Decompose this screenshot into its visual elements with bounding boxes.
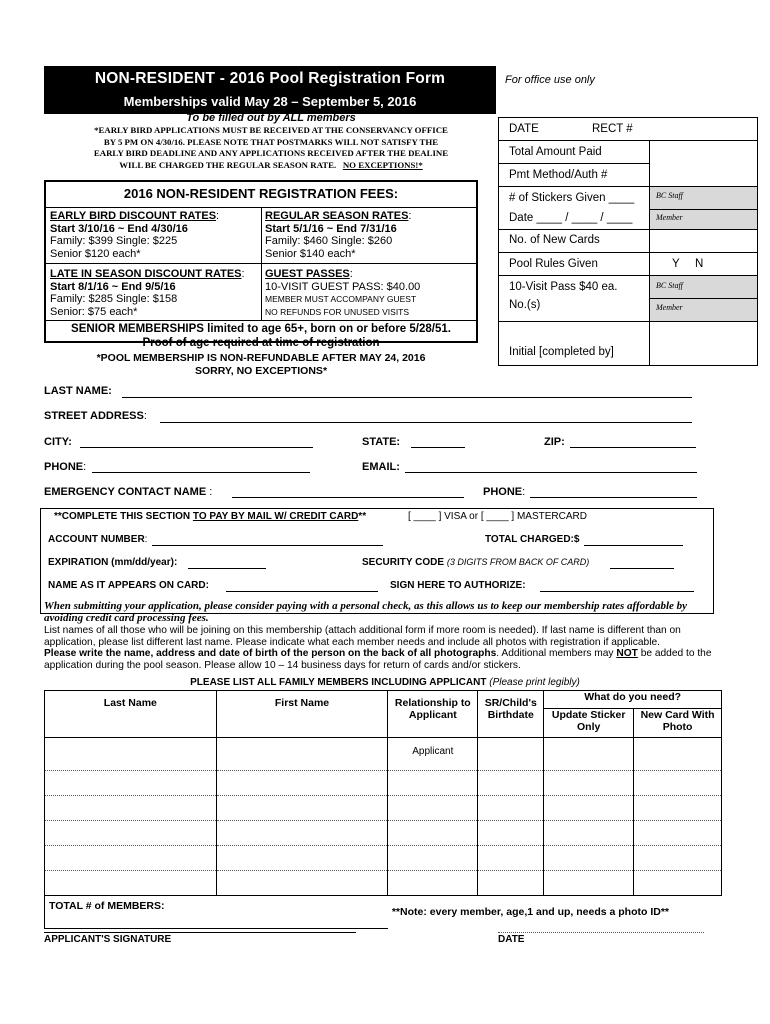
cell[interactable] bbox=[634, 846, 722, 871]
late-rates: LATE IN SEASON DISCOUNT RATES: Start 8/1/16 ~ End 9/5/16 Family: $285 Single: $158 Senior: $75 each* bbox=[50, 268, 245, 318]
office-initial: Initial [completed by] bbox=[509, 346, 614, 358]
cell[interactable] bbox=[478, 771, 544, 796]
guest-passes: GUEST PASSES: 10-VISIT GUEST PASS: $40.00 MEMBER MUST ACCOMPANY GUEST NO REFUNDS FOR UNUSED VISITS bbox=[265, 268, 421, 317]
account-field[interactable] bbox=[152, 545, 383, 546]
cell[interactable] bbox=[634, 796, 722, 821]
sorry-text: SORRY, NO EXCEPTIONS* bbox=[194, 365, 328, 377]
emergency-phone-label: PHONE: bbox=[483, 486, 526, 498]
nonrefund-note bbox=[44, 352, 478, 378]
cell[interactable] bbox=[216, 846, 388, 871]
zip-field[interactable] bbox=[570, 447, 696, 448]
total-row bbox=[45, 896, 722, 929]
photo-id-note: **Note: every member, age,1 and up, needs a photo ID** bbox=[388, 896, 722, 929]
regular-rates: REGULAR SEASON RATES: Start 5/1/16 ~ End 7/31/16 Family: $460 Single: $260 Senior $140 each* bbox=[265, 210, 412, 260]
member-label: Member bbox=[656, 213, 683, 222]
phone-label: PHONE: bbox=[44, 461, 87, 473]
col-update-sticker: Update Sticker Only bbox=[544, 708, 634, 737]
please-list: PLEASE LIST ALL FAMILY MEMBERS INCLUDING APPLICANT (Please print legibly) bbox=[190, 677, 580, 688]
street-label: STREET ADDRESS: bbox=[44, 410, 147, 422]
total-charged-field[interactable] bbox=[584, 545, 683, 546]
cell[interactable] bbox=[634, 821, 722, 846]
title-banner bbox=[44, 66, 496, 114]
last-name-field[interactable] bbox=[122, 397, 692, 398]
total-charged-label: TOTAL CHARGED:$ bbox=[485, 534, 580, 545]
guest-heading: GUEST PASSES bbox=[265, 268, 350, 280]
office-date: DATE bbox=[509, 123, 539, 135]
late-heading: LATE IN SEASON DISCOUNT RATES bbox=[50, 268, 242, 280]
cell[interactable] bbox=[544, 771, 634, 796]
family-members-table bbox=[44, 690, 722, 929]
early-bird-line: BY 5 PM ON 4/30/16. PLEASE NOTE THAT POSTMARKS WILL NOT SATISFY THE bbox=[103, 136, 439, 147]
regular-dates: Start 5/1/16 ~ End 7/31/16 bbox=[265, 222, 397, 235]
applicant-cell: Applicant bbox=[388, 738, 478, 771]
office-visit-pass: 10-Visit Pass $40 ea. bbox=[509, 281, 618, 293]
cell[interactable] bbox=[45, 821, 217, 846]
state-field[interactable] bbox=[411, 447, 465, 448]
office-use-label: For office use only bbox=[505, 74, 595, 86]
cell[interactable] bbox=[45, 771, 217, 796]
bc-staff-label: BC Staff bbox=[656, 191, 683, 200]
member-label: Member bbox=[656, 303, 683, 312]
account-label: ACCOUNT NUMBER: bbox=[48, 534, 148, 545]
late-family: Family: $285 Single: $158 bbox=[50, 293, 178, 305]
cell[interactable] bbox=[45, 796, 217, 821]
cc-instructions: **COMPLETE THIS SECTION TO PAY BY MAIL W/ CREDIT CARD** bbox=[54, 511, 367, 522]
regular-heading: REGULAR SEASON RATES bbox=[265, 210, 409, 222]
office-new-cards: No. of New Cards bbox=[509, 234, 600, 246]
phone-field[interactable] bbox=[92, 472, 310, 473]
col-birthdate: SR/Child's Birthdate bbox=[478, 691, 544, 738]
list-instructions: List names of all those who will be joining on this membership (attach additional form if more room is needed). If last name is different than on application, please list different last name. Please indicate what each member needs and include all photos with registration if applicable. bbox=[44, 625, 681, 648]
bc-staff-label: BC Staff bbox=[656, 281, 683, 290]
expiration-field[interactable] bbox=[188, 568, 266, 569]
last-name-label: LAST NAME: bbox=[44, 385, 112, 397]
fees-title: 2016 NON-RESIDENT REGISTRATION FEES: bbox=[123, 186, 399, 201]
early-senior: Senior $120 each* bbox=[50, 247, 141, 260]
cell[interactable] bbox=[478, 871, 544, 896]
cell[interactable] bbox=[544, 871, 634, 896]
office-rules: Pool Rules Given bbox=[509, 258, 598, 270]
guest-note: MEMBER MUST ACCOMPANY GUEST bbox=[265, 294, 417, 304]
signature-label: APPLICANT'S SIGNATURE bbox=[44, 934, 172, 945]
card-name-label: NAME AS IT APPEARS ON CARD: bbox=[48, 580, 209, 591]
emergency-phone-field[interactable] bbox=[530, 497, 697, 498]
col-what-need: What do you need? bbox=[544, 691, 722, 709]
guest-pass-price: 10-VISIT GUEST PASS: $40.00 bbox=[265, 280, 421, 293]
state-label: STATE: bbox=[362, 436, 401, 448]
staff-cell bbox=[649, 186, 757, 229]
cell[interactable] bbox=[388, 821, 478, 846]
early-bird-text: WILL BE CHARGED THE REGULAR SEASON RATE. bbox=[119, 159, 337, 170]
office-use-table bbox=[498, 117, 758, 366]
office-nos: No.(s) bbox=[509, 299, 541, 311]
cell[interactable] bbox=[216, 871, 388, 896]
early-bird-notice bbox=[44, 125, 498, 171]
sign-field[interactable] bbox=[540, 591, 694, 592]
early-family: Family: $399 Single: $225 bbox=[50, 235, 178, 247]
cell[interactable] bbox=[216, 796, 388, 821]
early-dates: Start 3/10/16 ~ End 4/30/16 bbox=[50, 222, 188, 235]
street-field[interactable] bbox=[160, 422, 692, 423]
email-field[interactable] bbox=[405, 472, 697, 473]
table-row bbox=[45, 846, 722, 871]
office-rect: RECT # bbox=[592, 123, 633, 135]
fill-all-note: To be filled out by ALL members bbox=[186, 112, 356, 124]
cell[interactable] bbox=[634, 771, 722, 796]
early-bird-line: EARLY BIRD DEADLINE AND ANY APPLICATIONS RECEIVED AFTER THE DEALINE bbox=[93, 148, 449, 158]
cell[interactable] bbox=[478, 821, 544, 846]
table-row bbox=[45, 771, 722, 796]
membership-validity: Memberships valid May 28 – September 5, 2016 bbox=[123, 94, 417, 109]
page-title: NON-RESIDENT - 2016 Pool Registration Form bbox=[94, 70, 446, 87]
early-bird-line bbox=[44, 160, 498, 172]
office-date-given: Date ____ / ____ / ____ bbox=[509, 212, 633, 224]
regular-family: Family: $460 Single: $260 bbox=[265, 235, 393, 247]
cell[interactable] bbox=[216, 821, 388, 846]
security-field[interactable] bbox=[610, 568, 674, 569]
proof-of-age: Proof of age required at time of registration bbox=[142, 337, 380, 349]
table-row bbox=[45, 821, 722, 846]
city-field[interactable] bbox=[80, 447, 313, 448]
early-bird-line: *EARLY BIRD APPLICATIONS MUST BE RECEIVED AT THE CONSERVANCY OFFICE bbox=[94, 125, 448, 135]
early-bird-rates: EARLY BIRD DISCOUNT RATES: Start 3/10/16 ~ End 4/30/16 Family: $399 Single: $225 Senior $120 each* bbox=[50, 210, 220, 260]
date-label: DATE bbox=[498, 934, 525, 945]
cell[interactable] bbox=[388, 796, 478, 821]
cell[interactable] bbox=[45, 738, 217, 771]
senior-limit: SENIOR MEMBERSHIPS limited to age 65+, born on or before 5/28/51. bbox=[71, 323, 451, 335]
col-new-card: New Card With Photo bbox=[634, 708, 722, 737]
col-first-name: First Name bbox=[216, 691, 388, 738]
card-name-field[interactable] bbox=[226, 591, 378, 592]
cell[interactable] bbox=[478, 738, 544, 771]
col-last-name: Last Name bbox=[45, 691, 217, 738]
cell[interactable] bbox=[45, 846, 217, 871]
staff-cell-2 bbox=[649, 275, 757, 321]
senior-note bbox=[44, 322, 478, 350]
cell[interactable] bbox=[544, 796, 634, 821]
guest-note: NO REFUNDS FOR UNUSED VISITS bbox=[265, 306, 410, 317]
nonrefund-text: *POOL MEMBERSHIP IS NON-REFUNDABLE AFTER MAY 24, 2016 bbox=[96, 352, 426, 364]
photo-instructions: Please write the name, address and date of birth of the person on the back of all photographs. Additional members may NOT be added to the application during the pool season. Please allow 10 – 14 business days for return of cards and/or stickers. bbox=[44, 648, 712, 671]
office-stickers: # of Stickers Given ____ bbox=[509, 192, 635, 204]
zip-label: ZIP: bbox=[544, 436, 565, 448]
email-label: EMAIL: bbox=[362, 461, 400, 473]
late-senior: Senior: $75 each* bbox=[50, 305, 138, 318]
early-heading: EARLY BIRD DISCOUNT RATES bbox=[50, 210, 217, 222]
table-row bbox=[45, 796, 722, 821]
cell[interactable] bbox=[216, 771, 388, 796]
expiration-label: EXPIRATION (mm/dd/year): bbox=[48, 557, 178, 568]
no-exceptions-text: NO EXCEPTIONS!* bbox=[342, 159, 423, 170]
check-note: When submitting your application, please consider paying with a personal check, as this allows us to keep our membership rates affordable by avoiding credit card processing fees. bbox=[44, 600, 688, 624]
visa-mastercard-choice[interactable]: [ ____ ] VISA or [ ____ ] MASTERCARD bbox=[408, 511, 587, 522]
office-no: N bbox=[695, 258, 704, 270]
late-dates: Start 8/1/16 ~ End 9/5/16 bbox=[50, 280, 176, 293]
date-field[interactable] bbox=[498, 932, 704, 933]
total-members-label: TOTAL # of MEMBERS: bbox=[45, 896, 388, 929]
cell[interactable] bbox=[478, 846, 544, 871]
security-label: SECURITY CODE (3 DIGITS FROM BACK OF CARD) bbox=[362, 557, 590, 568]
sign-label: SIGN HERE TO AUTHORIZE: bbox=[390, 580, 526, 591]
cell[interactable] bbox=[478, 796, 544, 821]
office-yes: Y bbox=[672, 258, 680, 270]
city-label: CITY: bbox=[44, 436, 72, 448]
emergency-field[interactable] bbox=[232, 497, 464, 498]
col-relationship: Relationship to Applicant bbox=[388, 691, 478, 738]
emergency-label: EMERGENCY CONTACT NAME : bbox=[44, 486, 213, 498]
signature-field[interactable] bbox=[44, 932, 356, 933]
table-row bbox=[45, 871, 722, 896]
regular-senior: Senior $140 each* bbox=[265, 247, 356, 260]
cell[interactable] bbox=[388, 871, 478, 896]
cell[interactable] bbox=[544, 846, 634, 871]
office-pmt-method: Pmt Method/Auth # bbox=[509, 169, 608, 181]
cell[interactable] bbox=[544, 738, 634, 771]
cell[interactable] bbox=[634, 738, 722, 771]
cell[interactable] bbox=[45, 871, 217, 896]
cell[interactable] bbox=[544, 821, 634, 846]
table-row bbox=[45, 738, 722, 771]
cell[interactable] bbox=[388, 771, 478, 796]
cell[interactable] bbox=[634, 871, 722, 896]
office-total-paid: Total Amount Paid bbox=[509, 146, 602, 158]
cell[interactable] bbox=[216, 738, 388, 771]
cell[interactable] bbox=[388, 846, 478, 871]
